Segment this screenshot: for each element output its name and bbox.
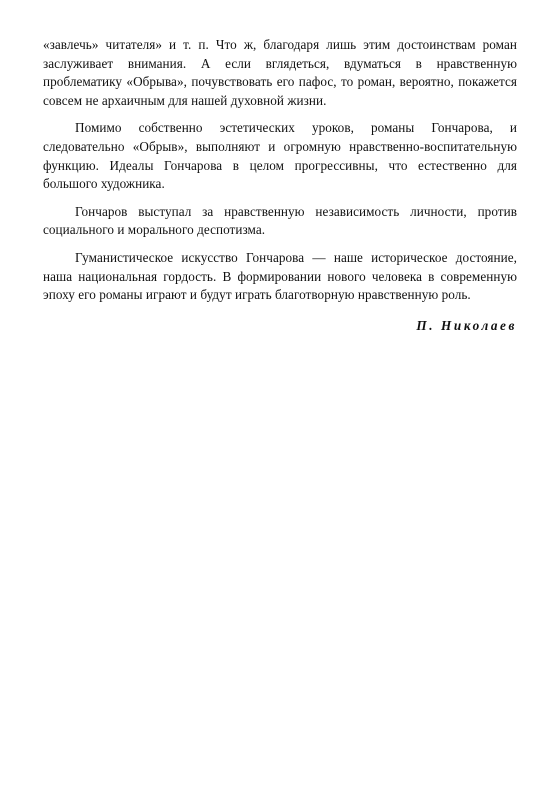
paragraph-1: «завлечь» читателя» и т. п. Что ж, благодаря лишь этим достоинствам роман заслуживает внимания. А если вглядеться, вдуматься в нравственную проблематику «Обрыва», почувствовать его пафос, то роман, вероятно, покажется совсем не архаичным для нашей духовной жизни. [43, 37, 517, 108]
author-signature: П. Николаев [416, 317, 517, 333]
paragraph-spacer [43, 110, 517, 119]
paragraph-3: Гончаров выступал за нравственную независимость личности, против социального и морального деспотизма. [43, 203, 517, 238]
document-page [43, 36, 517, 334]
paragraph-4: Гуманистическое искусство Гончарова — наше историческое достояние, наша национальная гордость. В формировании нового человека в современную эпоху его романы играют и будут играть благотворную нравственную роль. [43, 249, 517, 303]
paragraph-spacer [43, 240, 517, 249]
paragraph-2: Помимо собственно эстетических уроков, романы Гончарова, и следовательно «Обрыв», выполняют и огромную нравственно-воспитательную функцию. Идеалы Гончарова в целом прогрессивны, что естественно для большого художника. [43, 120, 517, 192]
paragraph-spacer [43, 194, 517, 203]
